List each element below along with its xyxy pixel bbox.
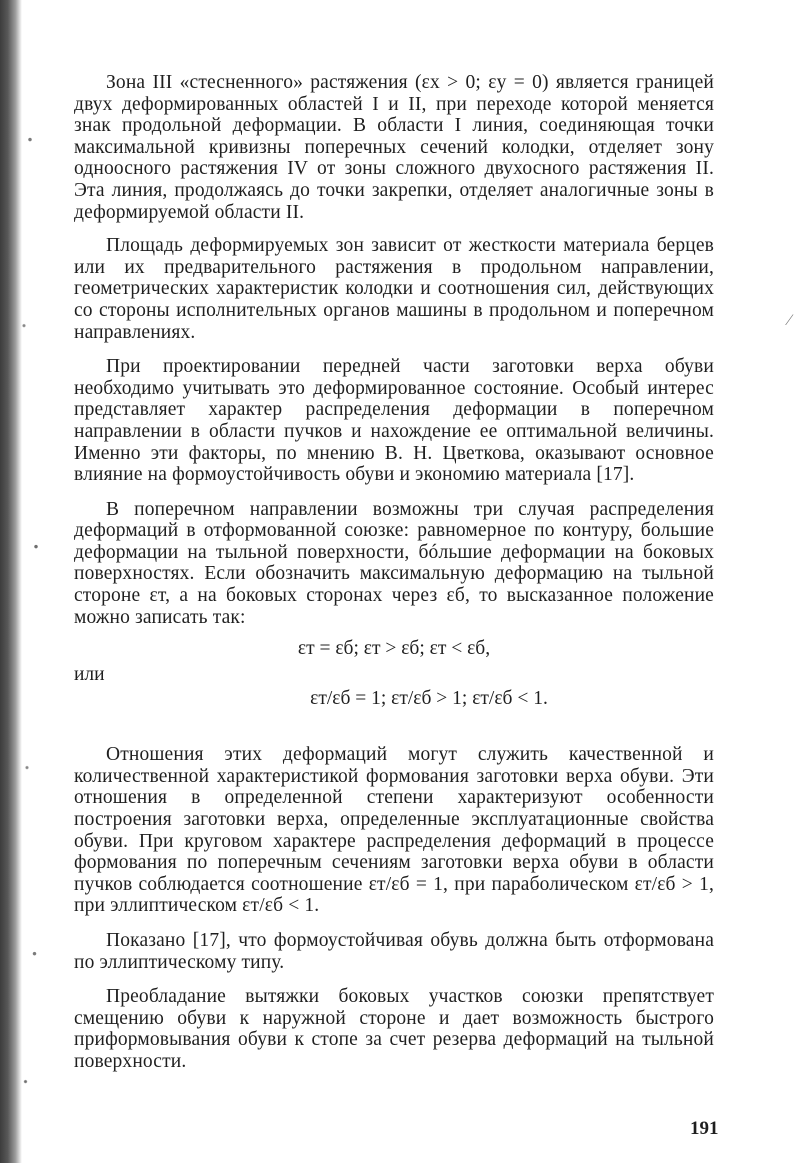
- scan-speckle: [18, 0, 48, 1163]
- paragraph: Площадь деформируемых зон зависит от жесткости материала берцев или их предварительного растяжения в продольном направлении, геометрических характеристик колодки и соотношения сил, действующих со стороны исполнительных органов машины в продольном и поперечном направлениях.: [74, 235, 714, 343]
- paragraph: Отношения этих деформаций могут служить качественной и количественной характеристикой формования заготовки верха обуви. Эти отношения в определенной степени характеризуют особенности построения заготовки верха, определенные эксплуатационные свойства обуви. При круговом характере распределения деформаций в процессе формования по поперечным сечениям заготовки верха обуви в области пучков соблюдается соотношение εт/εб = 1, при параболическом εт/εб > 1, при эллиптическом εт/εб < 1.: [74, 744, 714, 917]
- page-body: [74, 72, 714, 1086]
- formula-inequalities: εт = εб; εт > εб; εт < εб,: [297, 638, 491, 660]
- formula-ratios: εт/εб = 1; εт/εб > 1; εт/εб < 1.: [310, 688, 548, 710]
- paragraph: При проектировании передней части заготовки верха обуви необходимо учитывать это деформированное состояние. Особый интерес представляет характер распределения деформации в поперечном направлении в области пучков и нахождение ее оптимальной величины. Именно эти факторы, по мнению В. Н. Цветкова, оказывают основное влияние на формоустойчивость обуви и экономию материала [17].: [74, 356, 714, 486]
- paragraph: Показано [17], что формоустойчивая обувь должна быть отформована по эллиптическому типу.: [74, 930, 714, 973]
- formula-connector: или: [74, 664, 105, 686]
- paragraph: В поперечном направлении возможны три случая распределения деформаций в отформованной союзке: равномерное по контуру, большие деформации на тыльной поверхности, бóльшие деформации на боковых поверхностях. Если обозначить максимальную деформацию на тыльной стороне εт, а на боковых сторонах через εб, то высказанное положение можно записать так:: [74, 498, 714, 628]
- page-number: 191: [690, 1118, 719, 1139]
- paragraph: Преобладание вытяжки боковых участков союзки препятствует смещению обуви к наружной стороне и дает возможность быстрого приформовывания обуви к стопе за счет резерва деформаций на тыльной поверхности.: [74, 986, 714, 1072]
- stray-mark: ⁄: [788, 312, 791, 329]
- paragraph: Зона III «стесненного» растяжения (εx > 0; εy = 0) является границей двух деформированных областей I и II, при переходе которой меняется знак продольной деформации. В области I линия, соединяющая точки максимальной кривизны поперечных сечений колодки, отделяет зону одноосного растяжения IV от зоны сложного двухосного растяжения II. Эта линия, продолжаясь до точки закрепки, отделяет аналогичные зоны в деформируемой области II.: [74, 72, 714, 223]
